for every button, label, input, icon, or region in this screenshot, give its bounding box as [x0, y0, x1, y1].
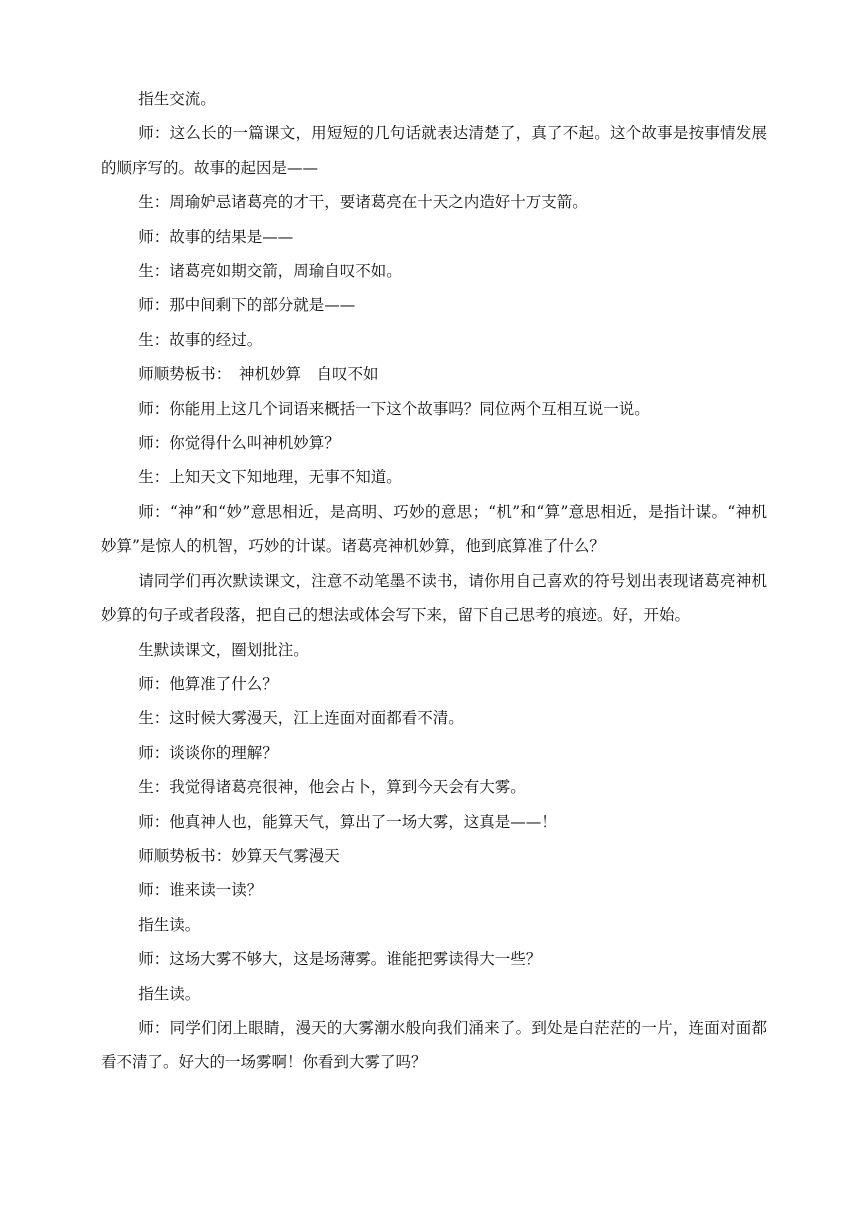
paragraph: 师顺势板书： 神机妙算 自叹不如 [138, 365, 379, 384]
paragraph: 生：故事的经过。 [138, 330, 263, 349]
paragraph: 师：那中间剩下的部分就是—— [138, 296, 356, 315]
paragraph: 指生交流。 [138, 90, 216, 108]
paragraph: 生：我觉得诸葛亮很神，他会占卜，算到今天会有大雾。 [138, 778, 526, 797]
paragraph: 生：上知天文下知地理，无事不知道。 [138, 468, 402, 487]
paragraph: 生：这时候大雾漫天，江上连面对面都看不清。 [138, 709, 464, 728]
paragraph: 师：这么长的一篇课文，用短短的几句话就表达清楚了，真了不起。这个故事是按事情发展的顺序写的。故事的起因是—— [101, 124, 767, 177]
paragraph: 生：诸葛亮如期交箭，周瑜自叹不如。 [138, 262, 402, 281]
paragraph: 指生读。 [138, 984, 201, 1003]
paragraph: 师：你能用上这几个词语来概括一下这个故事吗？同位两个互相互说一说。 [138, 399, 650, 418]
paragraph: 师顺势板书：妙算天气雾漫天 [138, 846, 340, 865]
paragraph: 师：谁来读一读？ [138, 881, 263, 900]
paragraph: 师：谈谈你的理解？ [138, 743, 278, 762]
paragraph: 请同学们再次默读课文，注意不动笔墨不读书，请你用自己喜欢的符号划出表现诸葛亮神机妙算的句子或者段落，把自己的想法或体会写下来，留下自己思考的痕迹。好，开始。 [101, 571, 767, 625]
paragraph: 生：周瑜妒忌诸葛亮的才干，要诸葛亮在十天之内造好十万支箭。 [138, 193, 588, 212]
paragraph: 师：故事的结果是—— [138, 227, 294, 246]
paragraph: 师：他真神人也，能算天气，算出了一场大雾，这真是——！ [138, 812, 557, 831]
document-body [101, 82, 767, 1080]
paragraph: 生默读课文，圈划批注。 [138, 640, 309, 659]
paragraph: 师：“神”和“妙”意思相近，是高明、巧妙的意思；“机”和“算”意思相近，是指计谋。“神机妙算”是惊人的机智，巧妙的计谋。诸葛亮神机妙算，他到底算准了什么？ [101, 502, 767, 556]
paragraph: 师：这场大雾不够大，这是场薄雾。谁能把雾读得大一些？ [138, 950, 542, 969]
paragraph: 师：他算准了什么？ [138, 674, 278, 693]
paragraph: 师：你觉得什么叫神机妙算？ [138, 434, 340, 453]
paragraph: 指生读。 [138, 915, 201, 934]
paragraph: 师：同学们闭上眼睛，漫天的大雾潮水般向我们涌来了。到处是白茫茫的一片，连面对面都看不清了。好大的一场雾啊！你看到大雾了吗？ [101, 1018, 767, 1072]
